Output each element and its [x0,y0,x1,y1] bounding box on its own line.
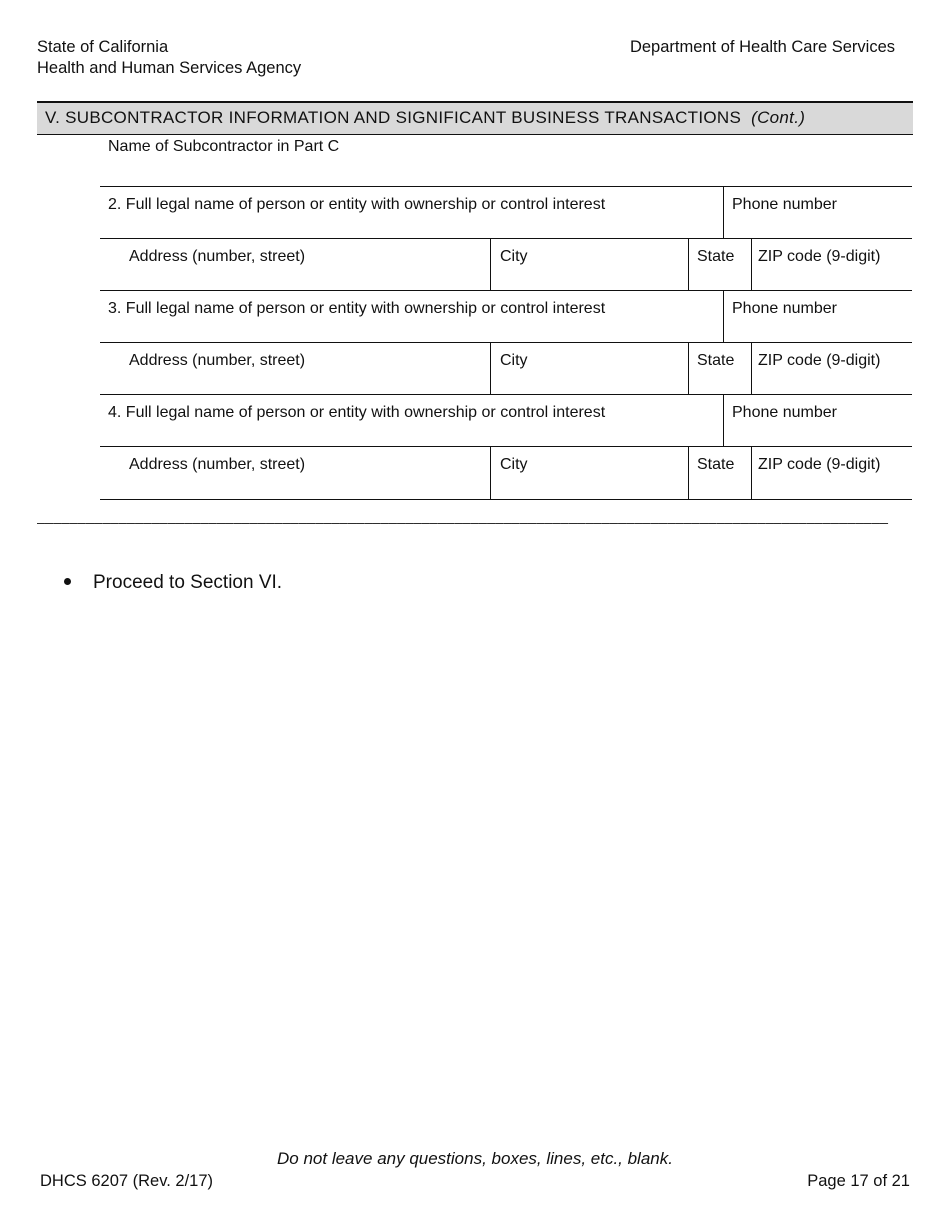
zip-label: ZIP code (9-digit) [758,248,881,265]
phone-field[interactable] [723,187,913,239]
state-field-label: State [697,352,735,369]
owner-name-field[interactable] [100,291,723,343]
city-label: City [500,456,528,473]
address-row [100,238,912,291]
zip-field[interactable] [751,239,913,291]
zip-label: ZIP code (9-digit) [758,456,881,473]
state-field-label: State [697,456,735,473]
owner-name-label: 3. Full legal name of person or entity with ownership or control interest [108,300,606,317]
form-id: DHCS 6207 (Rev. 2/17) [40,1172,214,1190]
address-label: Address (number, street) [129,352,306,369]
section-cont: (Cont.) [751,108,806,127]
owner-name-field[interactable] [100,395,723,447]
agency-label: Health and Human Services Agency [37,59,302,77]
owner-name-label: 2. Full legal name of person or entity with ownership or control interest [108,196,606,213]
city-field[interactable] [490,239,689,291]
address-row [100,446,912,500]
owner-name-field[interactable] [100,187,723,239]
owner-name-row [100,186,912,239]
footer-notice: Do not leave any questions, boxes, lines, etc., blank. [277,1149,673,1168]
state-label: State of California [37,38,169,56]
zip-field[interactable] [751,447,913,499]
city-label: City [500,248,528,265]
section-title: V. SUBCONTRACTOR INFORMATION AND SIGNIFICANT BUSINESS TRANSACTIONS [45,108,742,127]
state-field[interactable] [688,343,752,395]
address-field[interactable] [100,343,490,395]
owner-name-row [100,394,912,447]
subcontractor-name-label: Name of Subcontractor in Part C [108,138,340,155]
phone-label: Phone number [732,300,837,317]
phone-label: Phone number [732,404,837,421]
address-row [100,342,912,395]
state-field-label: State [697,248,735,265]
phone-field[interactable] [723,291,913,343]
address-field[interactable] [100,239,490,291]
phone-field[interactable] [723,395,913,447]
owner-name-row [100,290,912,343]
instruction-text: Proceed to Section VI. [93,572,283,593]
state-field[interactable] [688,239,752,291]
phone-label: Phone number [732,196,837,213]
zip-field[interactable] [751,343,913,395]
owner-name-label: 4. Full legal name of person or entity with ownership or control interest [108,404,606,421]
department-label: Department of Health Care Services [629,38,895,56]
city-field[interactable] [490,343,689,395]
page-number: Page 17 of 21 [807,1172,910,1190]
zip-label: ZIP code (9-digit) [758,352,881,369]
address-label: Address (number, street) [129,456,306,473]
city-field[interactable] [490,447,689,499]
city-label: City [500,352,528,369]
section-header [37,101,913,135]
bullet-icon [64,578,71,585]
address-label: Address (number, street) [129,248,306,265]
dashed-divider: ________________________________________________________________________________________________________ [37,508,889,524]
state-field[interactable] [688,447,752,499]
address-field[interactable] [100,447,490,499]
